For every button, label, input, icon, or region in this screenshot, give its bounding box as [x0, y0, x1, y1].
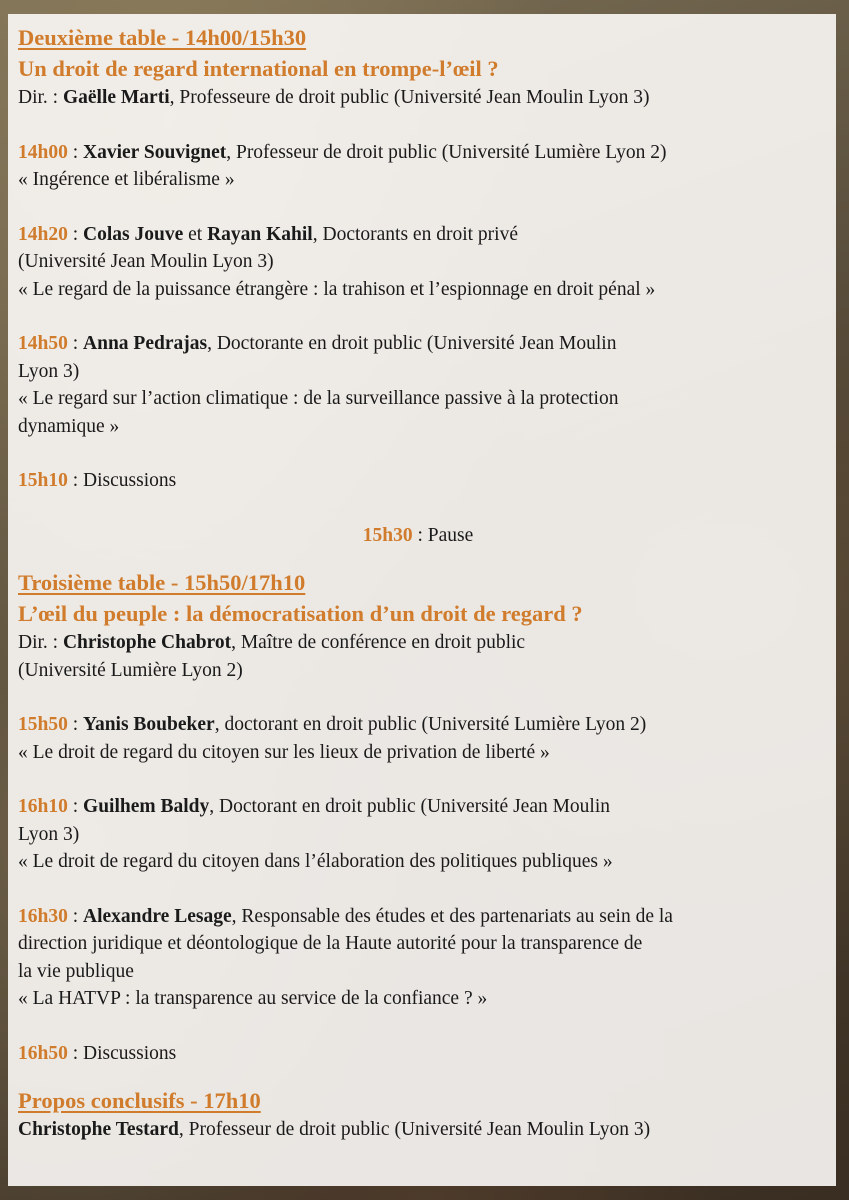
table2-heading: Deuxième table - 14h00/15h30 [18, 25, 307, 50]
speaker-affiliation-cont: la vie publique [18, 960, 134, 982]
pause: 15h30 : Pause [362, 524, 474, 546]
talk-title-cont: dynamique » [18, 415, 120, 437]
talk-time: 15h10 [18, 470, 68, 491]
talk-time: 16h10 [18, 796, 68, 817]
program-content [18, 22, 818, 1144]
program-panel [8, 14, 836, 1186]
speaker-name: Alexandre Lesage [83, 905, 232, 927]
discussion-15h10: 15h10 : Discussions [18, 470, 177, 491]
conclusion-speaker: Christophe Testard, Professeur de droit public (Université Jean Moulin Lyon 3) [18, 1119, 651, 1140]
speaker-name: Xavier Souvignet [83, 141, 227, 163]
talk-15h50: 15h50 : Yanis Boubeker, doctorant en droit public (Université Lumière Lyon 2) [18, 714, 647, 735]
conclusion-heading: Propos conclusifs - 17h10 [18, 1088, 261, 1113]
talk-14h20: 14h20 : Colas Jouve et Rayan Kahil, Doctorants en droit privé [18, 223, 518, 245]
speaker-affiliation: direction juridique et déontologique de la Haute autorité pour la transparence de [18, 933, 643, 954]
speaker-name: Rayan Kahil [207, 223, 313, 245]
talk-14h50: 14h50 : Anna Pedrajas, Doctorante en droit public (Université Jean Moulin [18, 333, 617, 354]
discussion-16h50: 16h50 : Discussions [18, 1042, 177, 1064]
talk-time: 14h00 [18, 141, 68, 163]
speaker-name: Christophe Testard [18, 1119, 179, 1140]
speaker-name: Colas Jouve [83, 223, 184, 245]
director-name: Christophe Chabrot [62, 632, 232, 653]
talk-time: 14h50 [18, 333, 68, 354]
talk-16h10: 16h10 : Guilhem Baldy, Doctorant en droit public (Université Jean Moulin [18, 796, 611, 817]
table3-heading: Troisième table - 15h50/17h10 [18, 570, 306, 595]
table2-subtitle: Un droit de regard international en trompe-l’œil ? [18, 56, 499, 81]
speaker-affiliation: (Université Jean Moulin Lyon 3) [18, 251, 274, 272]
speaker-affiliation: Lyon 3) [18, 823, 80, 845]
table3-subtitle: L’œil du peuple : la démocratisation d’un droit de regard ? [18, 601, 583, 626]
talk-time: 14h20 [18, 223, 68, 245]
talk-title: « Le regard sur l’action climatique : de la surveillance passive à la protection [18, 388, 619, 409]
table2-director: Dir. : Gaëlle Marti, Professeure de droit public (Université Jean Moulin Lyon 3) [18, 87, 650, 108]
speaker-name: Yanis Boubeker [83, 714, 215, 735]
pause-time: 15h30 [362, 524, 413, 546]
director-name: Gaëlle Marti [62, 87, 170, 108]
talk-16h30: 16h30 : Alexandre Lesage, Responsable des études et des partenariats au sein de la [18, 905, 673, 927]
talk-title: « La HATVP : la transparence au service de la confiance ? » [18, 988, 488, 1009]
talk-title: « Le droit de regard du citoyen sur les lieux de privation de liberté » [18, 741, 550, 763]
talk-title: « Le droit de regard du citoyen dans l’élaboration des politiques publiques » [18, 851, 613, 872]
speaker-name: Anna Pedrajas [83, 333, 208, 354]
talk-title: « Le regard de la puissance étrangère : la trahison et l’espionnage en droit pénal » [18, 278, 656, 300]
table3-director: Dir. : Christophe Chabrot, Maître de conférence en droit public [18, 632, 526, 653]
speaker-name: Guilhem Baldy [83, 796, 210, 817]
director-affiliation: (Université Lumière Lyon 2) [18, 659, 243, 681]
talk-title: « Ingérence et libéralisme » [18, 169, 235, 190]
talk-time: 16h30 [18, 905, 68, 927]
talk-time: 15h50 [18, 714, 68, 735]
speaker-affiliation: Lyon 3) [18, 360, 80, 382]
talk-14h00: 14h00 : Xavier Souvignet, Professeur de droit public (Université Lumière Lyon 2) [18, 141, 667, 163]
talk-time: 16h50 [18, 1042, 68, 1064]
